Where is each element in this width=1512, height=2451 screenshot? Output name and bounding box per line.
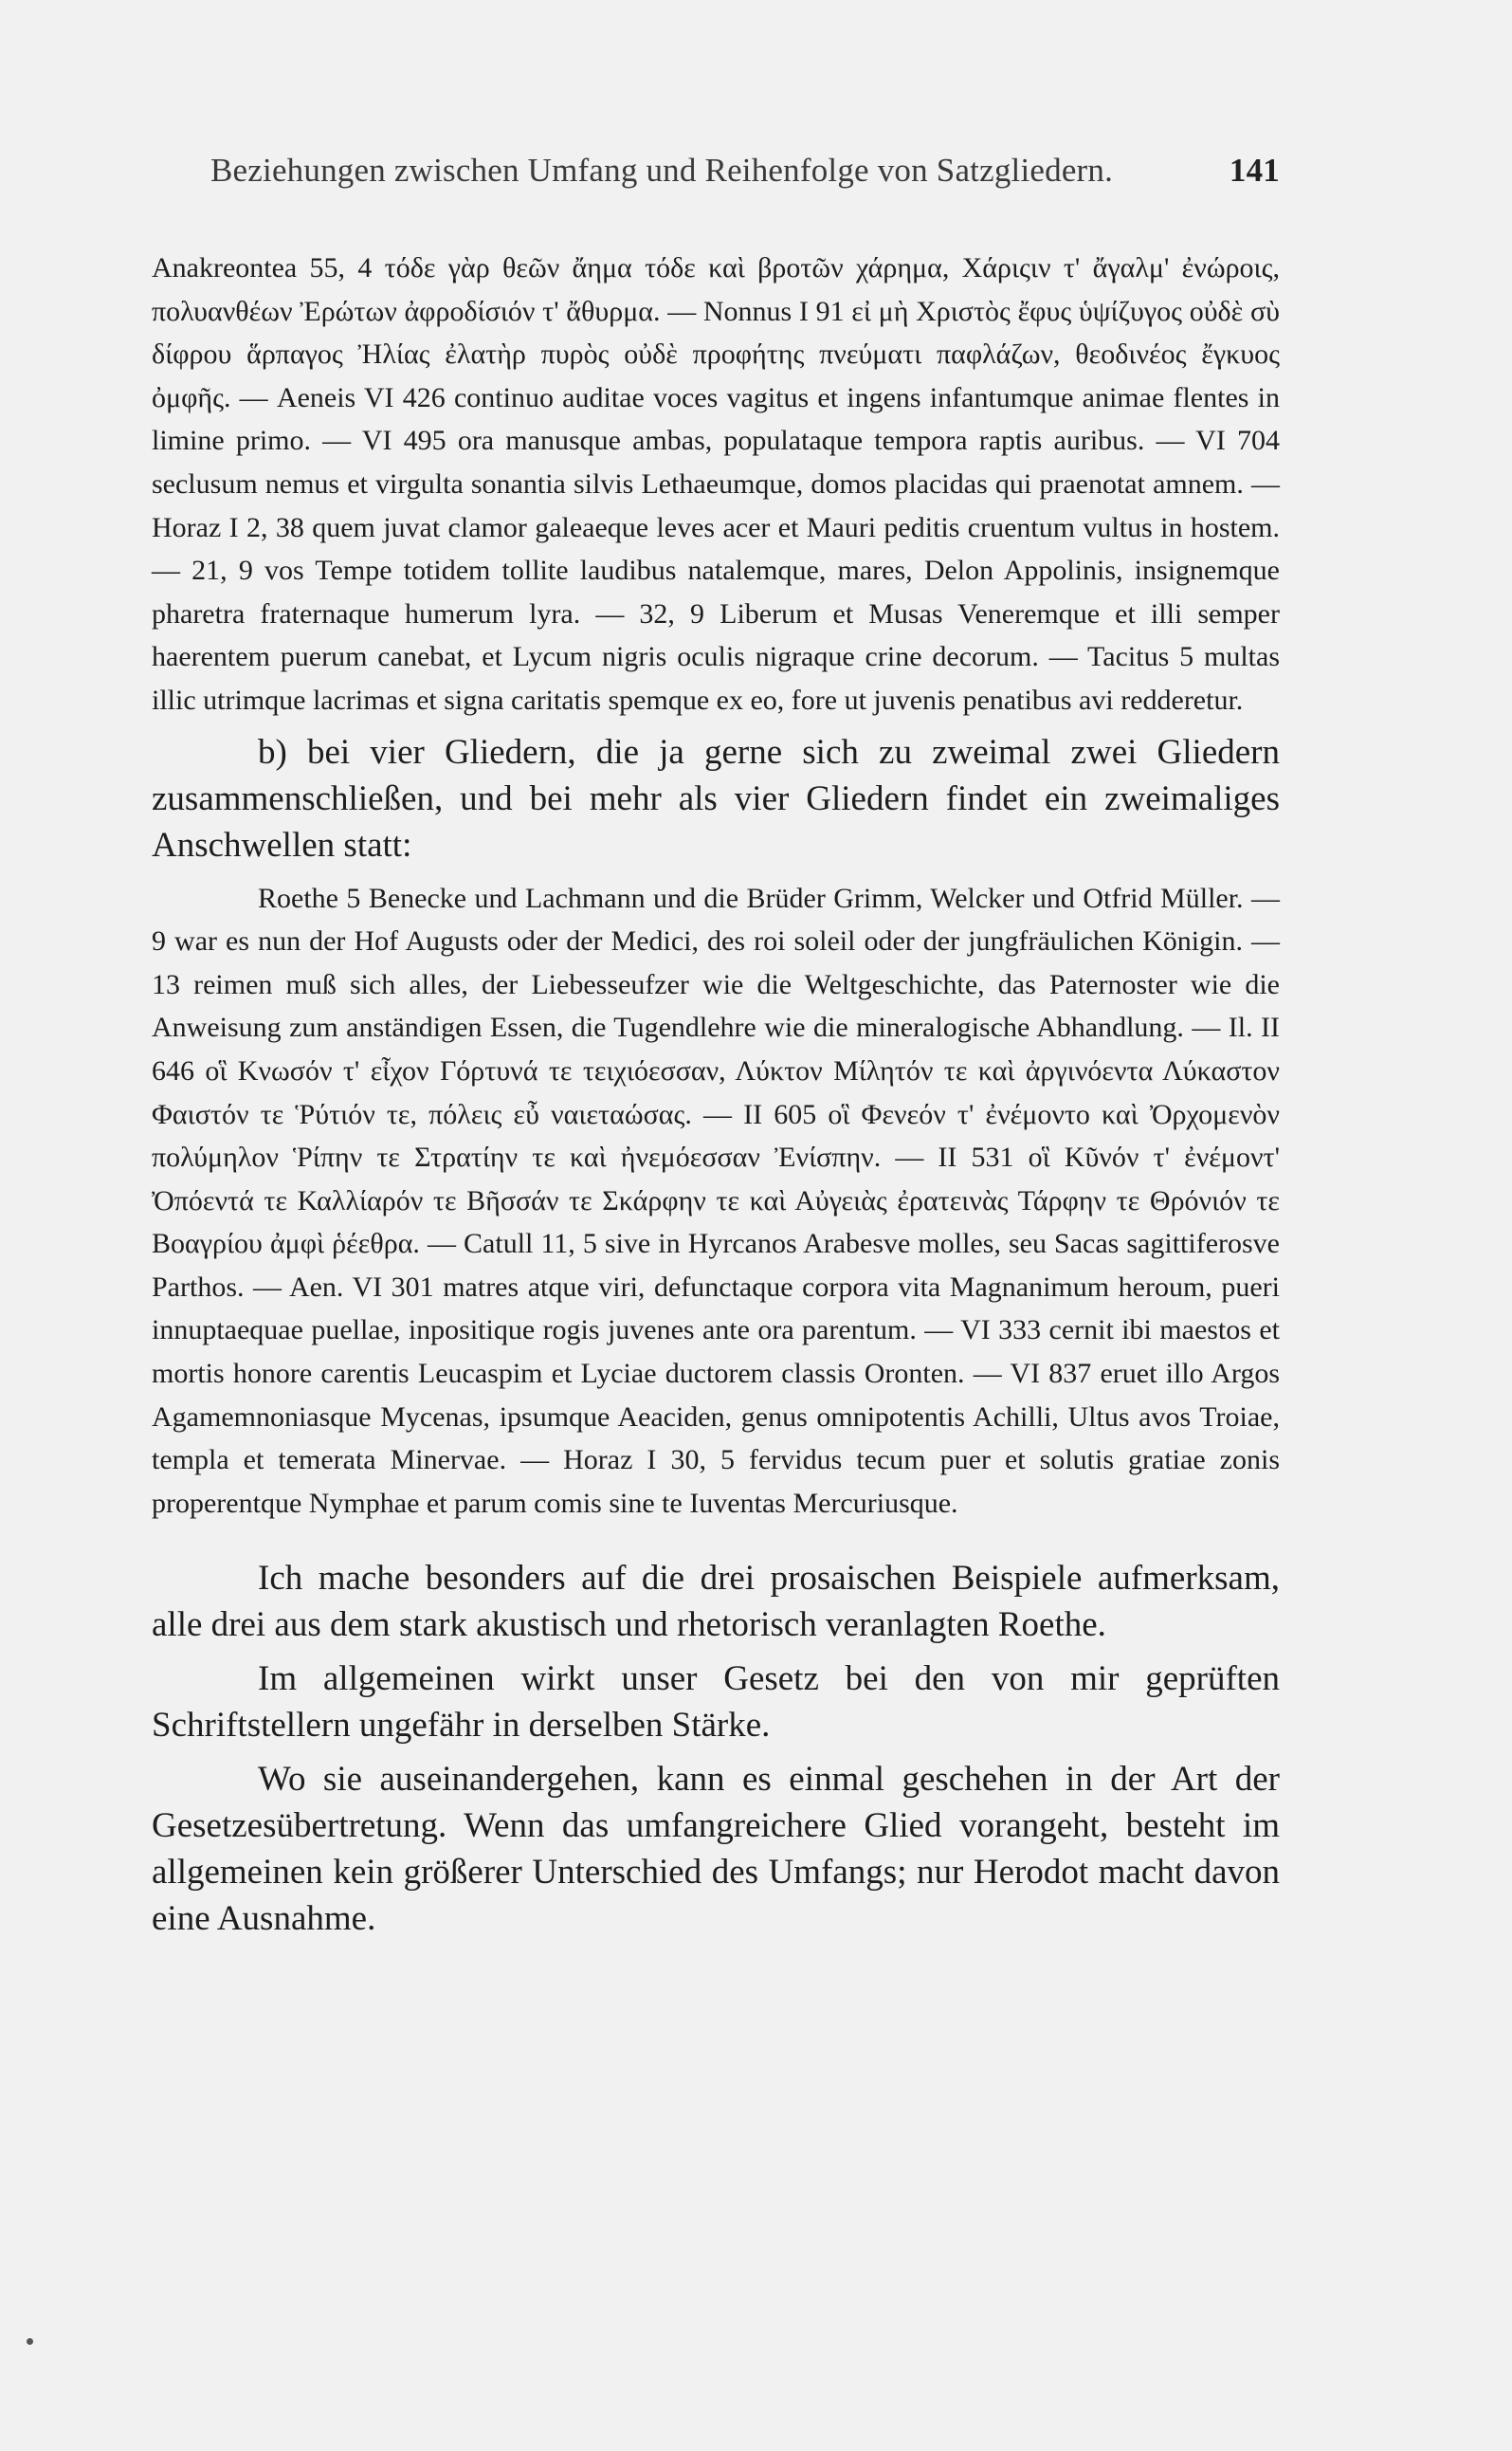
book-page [152,152,1280,1942]
page-number: 141 [1229,152,1280,189]
running-header [210,152,1280,190]
paragraph-four-members: b) bei vier Gliedern, die ja gerne sich zu zweimal zwei Gliedern zusammenschließen, und bei mehr als vier Gliedern findet ein zweimaliges Anschwellen statt: [152,732,1280,865]
paragraph-general-strength: Im allgemeinen wirkt unser Gesetz bei den von mir geprüften Schriftstellern ungefähr in derselben Stärke. [152,1659,1280,1746]
paragraph-divergence: Wo sie auseinandergehen, kann es einmal geschehen in der Art der Gesetzesübertretung. Wenn das umfangreichere Glied vorangeht, besteht im allgemeinen kein größerer Unterschied des Umfangs; nur Herodot macht davon eine Ausnahme. [152,1760,1280,1939]
paragraph-prose-examples: Ich mache besonders auf die drei prosaischen Beispiele aufmerksam, alle drei aus dem stark akustisch und rhetorisch veranlagten Roethe. [152,1559,1280,1645]
margin-speck [27,2338,33,2345]
running-title: Beziehungen zwischen Umfang und Reihenfolge von Satzgliedern. [210,152,1114,189]
quotation-block-four-members: Roethe 5 Benecke und Lachmann und die Brüder Grimm, Welcker und Otfrid Müller. — 9 war es nun der Hof Augusts oder der Medici, des roi soleil oder der jungfräulichen Königin. — 13 reimen muß sich alles, der Liebesseufzer wie die Weltgeschichte, das Paternoster wie die Anweisung zum anständigen Essen, die Tugendlehre wie die mineralogische Abhandlung. — Il. II 646 οἳ Κνωσόν τ' εἶχον Γόρτυνά τε τειχιόεσσαν, Λύκτον Μίλητόν τε καὶ ἀργινόεντα Λύκαστον Φαιστόν τε Ῥύτιόν τε, πόλεις εὖ ναιεταώσας. — II 605 οἳ Φενεόν τ' ἐνέμοντο καὶ Ὀρχομενὸν πολύμηλον Ῥίπην τε Στρατίην τε καὶ ἠνεμόεσσαν Ἐνίσπην. — II 531 οἳ Κῦνόν τ' ἐνέμοντ' Ὀπόεντά τε Καλλίαρόν τε Βῆσσάν τε Σκάρφην τε καὶ Αὐγειὰς ἐρατεινὰς Τάρφην τε Θρόνιόν τε Βοαγρίου ἀμφὶ ῥέεθρα. — Catull 11, 5 sive in Hyrcanos Arabesve molles, seu Sacas sagittiferosve Parthos. — Aen. VI 301 matres atque viri, defunctaque corpora vita Magnanimum heroum, pueri innuptaequae puellae, inpositique rogis juvenes ante ora parentum. — VI 333 cernit ibi maestos et mortis honore carentis Leucaspim et Lyciae ductorem classis Oronten. — VI 837 eruet illo Argos Agamemnoniasque Mycenas, ipsumque Aeaciden, genus omnipotentis Achilli, Ultus avos Troiae, templa et temerata Minervae. — Horaz I 30, 5 fervidus tecum puer et solutis gratiae zonis properentque Nymphae et parum comis sine te Iuventas Mercuriusque. [152,882,1280,1519]
quotation-block-three-members: Anakreontea 55, 4 τόδε γὰρ θεῶν ἄημα τόδε καὶ βροτῶν χάρημα, Χάριςιν τ' ἄγαλμ' ἐνώροις, πολυανθέων Ἐρώτων ἀφροδίσιόν τ' ἄθυρμα. — Nonnus I 91 εἰ μὴ Χριστὸς ἔφυς ὑψίζυγος οὐδὲ σὺ δίφρου ἅρπαγος Ἠλίας ἐλατὴρ πυρὸς οὐδὲ προφήτης πνεύματι παφλάζων, θεοδινέος ἔγκυος ὀμφῆς. — Aeneis VI 426 continuo auditae voces vagitus et ingens infantumque animae flentes in limine primo. — VI 495 ora manusque ambas, populataque tempora raptis auribus. — VI 704 seclusum nemus et virgulta sonantia silvis Lethaeumque, domos placidas qui praenotat amnem. — Horaz I 2, 38 quem juvat clamor galeaeque leves acer et Mauri peditis cruentum vultus in hostem. — 21, 9 vos Tempe totidem tollite laudibus natalemque, mares, Delon Appolinis, insignemque pharetra fraternaque humerum lyra. — 32, 9 Liberum et Musas Veneremque et illi semper haerentem puerum canebat, et Lycum nigris oculis nigraque crine decorum. — Tacitus 5 multas illic utrimque lacrimas et signa caritatis spemque ex eo, fore ut juvenis penatibus avi redderetur. [152,252,1280,716]
